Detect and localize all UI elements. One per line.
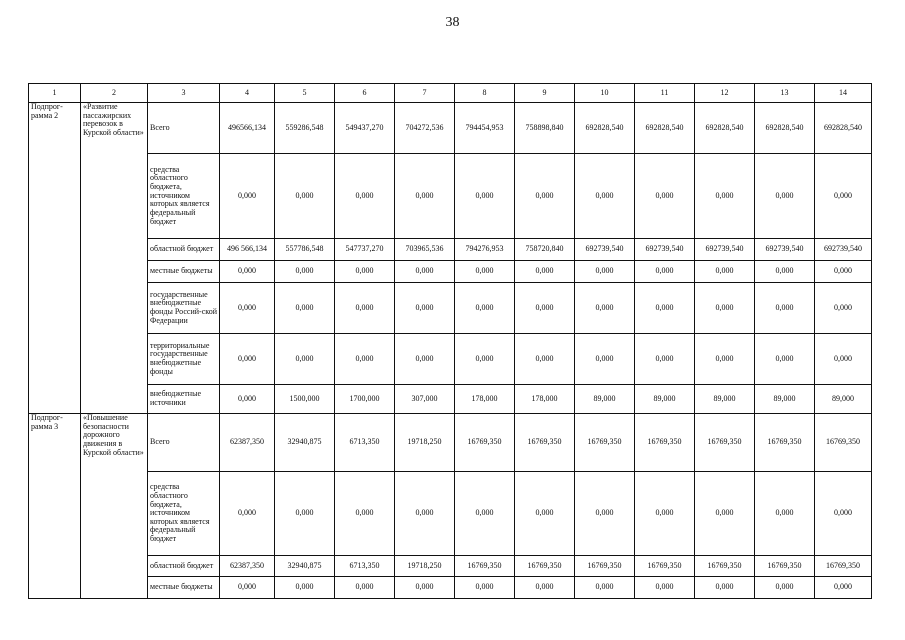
amount-cell: 692739,540 bbox=[815, 239, 872, 261]
amount-cell: 0,000 bbox=[635, 334, 695, 385]
page-number: 38 bbox=[445, 15, 460, 30]
amount-cell: 0,000 bbox=[455, 261, 515, 283]
amount-cell: 0,000 bbox=[515, 154, 575, 239]
funding-source-label: внебюджетные источники bbox=[148, 385, 220, 414]
budget-table bbox=[28, 83, 872, 599]
amount-cell: 0,000 bbox=[455, 283, 515, 334]
funding-source-label: областной бюджет bbox=[148, 556, 220, 577]
subprogram-name: «Развитие пассажирских перевозок в Курской области» bbox=[81, 103, 148, 414]
amount-cell: 0,000 bbox=[695, 154, 755, 239]
funding-source-label: местные бюджеты bbox=[148, 577, 220, 599]
amount-cell: 0,000 bbox=[220, 385, 275, 414]
amount-cell: 16769,350 bbox=[755, 556, 815, 577]
column-header: 9 bbox=[515, 84, 575, 103]
subprogram-name: «Повышение безопасности дорожного движения в Курской области» bbox=[81, 414, 148, 599]
amount-cell: 6713,350 bbox=[335, 414, 395, 472]
column-header-row bbox=[29, 84, 872, 103]
amount-cell: 19718,250 bbox=[395, 414, 455, 472]
amount-cell: 16769,350 bbox=[515, 556, 575, 577]
amount-cell: 0,000 bbox=[220, 577, 275, 599]
table-row bbox=[29, 103, 872, 154]
amount-cell: 0,000 bbox=[275, 154, 335, 239]
amount-cell: 0,000 bbox=[455, 472, 515, 556]
funding-source-label: областной бюджет bbox=[148, 239, 220, 261]
amount-cell: 0,000 bbox=[455, 154, 515, 239]
amount-cell: 496566,134 bbox=[220, 103, 275, 154]
amount-cell: 0,000 bbox=[515, 472, 575, 556]
amount-cell: 559286,548 bbox=[275, 103, 335, 154]
amount-cell: 692739,540 bbox=[695, 239, 755, 261]
amount-cell: 0,000 bbox=[395, 261, 455, 283]
amount-cell: 0,000 bbox=[220, 283, 275, 334]
table-row bbox=[29, 556, 872, 577]
amount-cell: 0,000 bbox=[220, 154, 275, 239]
amount-cell: 0,000 bbox=[275, 261, 335, 283]
amount-cell: 0,000 bbox=[695, 334, 755, 385]
amount-cell: 0,000 bbox=[635, 283, 695, 334]
amount-cell: 0,000 bbox=[515, 261, 575, 283]
amount-cell: 692828,540 bbox=[815, 103, 872, 154]
amount-cell: 0,000 bbox=[515, 334, 575, 385]
amount-cell: 16769,350 bbox=[515, 414, 575, 472]
amount-cell: 16769,350 bbox=[695, 414, 755, 472]
amount-cell: 0,000 bbox=[515, 283, 575, 334]
amount-cell: 62387,350 bbox=[220, 414, 275, 472]
amount-cell: 794454,953 bbox=[455, 103, 515, 154]
amount-cell: 794276,953 bbox=[455, 239, 515, 261]
amount-cell: 16769,350 bbox=[695, 556, 755, 577]
amount-cell: 0,000 bbox=[335, 334, 395, 385]
column-header: 3 bbox=[148, 84, 220, 103]
amount-cell: 0,000 bbox=[335, 283, 395, 334]
amount-cell: 0,000 bbox=[275, 334, 335, 385]
amount-cell: 0,000 bbox=[815, 261, 872, 283]
amount-cell: 16769,350 bbox=[635, 414, 695, 472]
amount-cell: 0,000 bbox=[275, 283, 335, 334]
table-row bbox=[29, 472, 872, 556]
amount-cell: 0,000 bbox=[815, 577, 872, 599]
amount-cell: 19718,250 bbox=[395, 556, 455, 577]
amount-cell: 0,000 bbox=[575, 334, 635, 385]
amount-cell: 0,000 bbox=[815, 154, 872, 239]
amount-cell: 0,000 bbox=[395, 154, 455, 239]
amount-cell: 89,000 bbox=[575, 385, 635, 414]
table-row bbox=[29, 385, 872, 414]
amount-cell: 692739,540 bbox=[575, 239, 635, 261]
column-header: 5 bbox=[275, 84, 335, 103]
amount-cell: 0,000 bbox=[695, 577, 755, 599]
amount-cell: 692739,540 bbox=[755, 239, 815, 261]
amount-cell: 692828,540 bbox=[755, 103, 815, 154]
amount-cell: 16769,350 bbox=[575, 556, 635, 577]
table-row bbox=[29, 154, 872, 239]
amount-cell: 0,000 bbox=[395, 472, 455, 556]
amount-cell: 32940,875 bbox=[275, 414, 335, 472]
column-header: 6 bbox=[335, 84, 395, 103]
funding-source-label: средства областного бюджета, источником которых является федеральный бюджет bbox=[148, 472, 220, 556]
amount-cell: 0,000 bbox=[220, 472, 275, 556]
amount-cell: 758898,840 bbox=[515, 103, 575, 154]
column-header: 14 bbox=[815, 84, 872, 103]
column-header: 1 bbox=[29, 84, 81, 103]
amount-cell: 0,000 bbox=[220, 334, 275, 385]
amount-cell: 89,000 bbox=[695, 385, 755, 414]
table-row bbox=[29, 414, 872, 472]
amount-cell: 307,000 bbox=[395, 385, 455, 414]
amount-cell: 0,000 bbox=[515, 577, 575, 599]
column-header: 8 bbox=[455, 84, 515, 103]
amount-cell: 32940,875 bbox=[275, 556, 335, 577]
amount-cell: 0,000 bbox=[575, 283, 635, 334]
amount-cell: 0,000 bbox=[755, 154, 815, 239]
amount-cell: 0,000 bbox=[455, 334, 515, 385]
amount-cell: 0,000 bbox=[335, 154, 395, 239]
amount-cell: 1500,000 bbox=[275, 385, 335, 414]
amount-cell: 692828,540 bbox=[695, 103, 755, 154]
column-header: 12 bbox=[695, 84, 755, 103]
column-header: 11 bbox=[635, 84, 695, 103]
amount-cell: 0,000 bbox=[695, 283, 755, 334]
funding-source-label: территориальные государственные внебюджетные фонды bbox=[148, 334, 220, 385]
amount-cell: 16769,350 bbox=[755, 414, 815, 472]
amount-cell: 0,000 bbox=[815, 283, 872, 334]
table-row bbox=[29, 283, 872, 334]
column-header: 10 bbox=[575, 84, 635, 103]
column-header: 13 bbox=[755, 84, 815, 103]
amount-cell: 0,000 bbox=[575, 154, 635, 239]
amount-cell: 0,000 bbox=[695, 472, 755, 556]
funding-source-label: средства областного бюджета, источником которых является федеральный бюджет bbox=[148, 154, 220, 239]
amount-cell: 6713,350 bbox=[335, 556, 395, 577]
amount-cell: 0,000 bbox=[755, 472, 815, 556]
amount-cell: 0,000 bbox=[575, 261, 635, 283]
amount-cell: 0,000 bbox=[755, 283, 815, 334]
amount-cell: 0,000 bbox=[635, 261, 695, 283]
amount-cell: 0,000 bbox=[575, 577, 635, 599]
amount-cell: 0,000 bbox=[815, 334, 872, 385]
column-header: 4 bbox=[220, 84, 275, 103]
amount-cell: 0,000 bbox=[220, 261, 275, 283]
amount-cell: 16769,350 bbox=[815, 414, 872, 472]
amount-cell: 692828,540 bbox=[635, 103, 695, 154]
amount-cell: 692739,540 bbox=[635, 239, 695, 261]
amount-cell: 0,000 bbox=[695, 261, 755, 283]
column-header: 7 bbox=[395, 84, 455, 103]
amount-cell: 16769,350 bbox=[455, 556, 515, 577]
funding-source-label: государственные внебюджетные фонды Россий-ской Федерации bbox=[148, 283, 220, 334]
amount-cell: 692828,540 bbox=[575, 103, 635, 154]
amount-cell: 0,000 bbox=[335, 577, 395, 599]
amount-cell: 557786,548 bbox=[275, 239, 335, 261]
amount-cell: 89,000 bbox=[815, 385, 872, 414]
column-header: 2 bbox=[81, 84, 148, 103]
amount-cell: 89,000 bbox=[755, 385, 815, 414]
amount-cell: 0,000 bbox=[755, 577, 815, 599]
amount-cell: 0,000 bbox=[815, 472, 872, 556]
amount-cell: 0,000 bbox=[635, 154, 695, 239]
amount-cell: 16769,350 bbox=[815, 556, 872, 577]
amount-cell: 178,000 bbox=[455, 385, 515, 414]
amount-cell: 549437,270 bbox=[335, 103, 395, 154]
amount-cell: 0,000 bbox=[395, 334, 455, 385]
subprogram-number: Подпрог- рамма 2 bbox=[29, 103, 81, 414]
amount-cell: 0,000 bbox=[335, 472, 395, 556]
amount-cell: 0,000 bbox=[635, 472, 695, 556]
amount-cell: 0,000 bbox=[755, 261, 815, 283]
amount-cell: 16769,350 bbox=[575, 414, 635, 472]
amount-cell: 547737,270 bbox=[335, 239, 395, 261]
table-row bbox=[29, 577, 872, 599]
amount-cell: 496 566,134 bbox=[220, 239, 275, 261]
amount-cell: 703965,536 bbox=[395, 239, 455, 261]
amount-cell: 0,000 bbox=[275, 577, 335, 599]
amount-cell: 16769,350 bbox=[455, 414, 515, 472]
amount-cell: 0,000 bbox=[755, 334, 815, 385]
table-row bbox=[29, 334, 872, 385]
amount-cell: 0,000 bbox=[635, 577, 695, 599]
table-row bbox=[29, 261, 872, 283]
funding-source-label: местные бюджеты bbox=[148, 261, 220, 283]
amount-cell: 89,000 bbox=[635, 385, 695, 414]
amount-cell: 0,000 bbox=[395, 577, 455, 599]
amount-cell: 62387,350 bbox=[220, 556, 275, 577]
amount-cell: 758720,840 bbox=[515, 239, 575, 261]
amount-cell: 0,000 bbox=[455, 577, 515, 599]
amount-cell: 1700,000 bbox=[335, 385, 395, 414]
amount-cell: 178,000 bbox=[515, 385, 575, 414]
amount-cell: 704272,536 bbox=[395, 103, 455, 154]
funding-source-label: Всего bbox=[148, 414, 220, 472]
amount-cell: 0,000 bbox=[575, 472, 635, 556]
subprogram-number: Подпрог- рамма 3 bbox=[29, 414, 81, 599]
amount-cell: 0,000 bbox=[335, 261, 395, 283]
funding-source-label: Всего bbox=[148, 103, 220, 154]
amount-cell: 0,000 bbox=[275, 472, 335, 556]
table-row bbox=[29, 239, 872, 261]
amount-cell: 0,000 bbox=[395, 283, 455, 334]
amount-cell: 16769,350 bbox=[635, 556, 695, 577]
